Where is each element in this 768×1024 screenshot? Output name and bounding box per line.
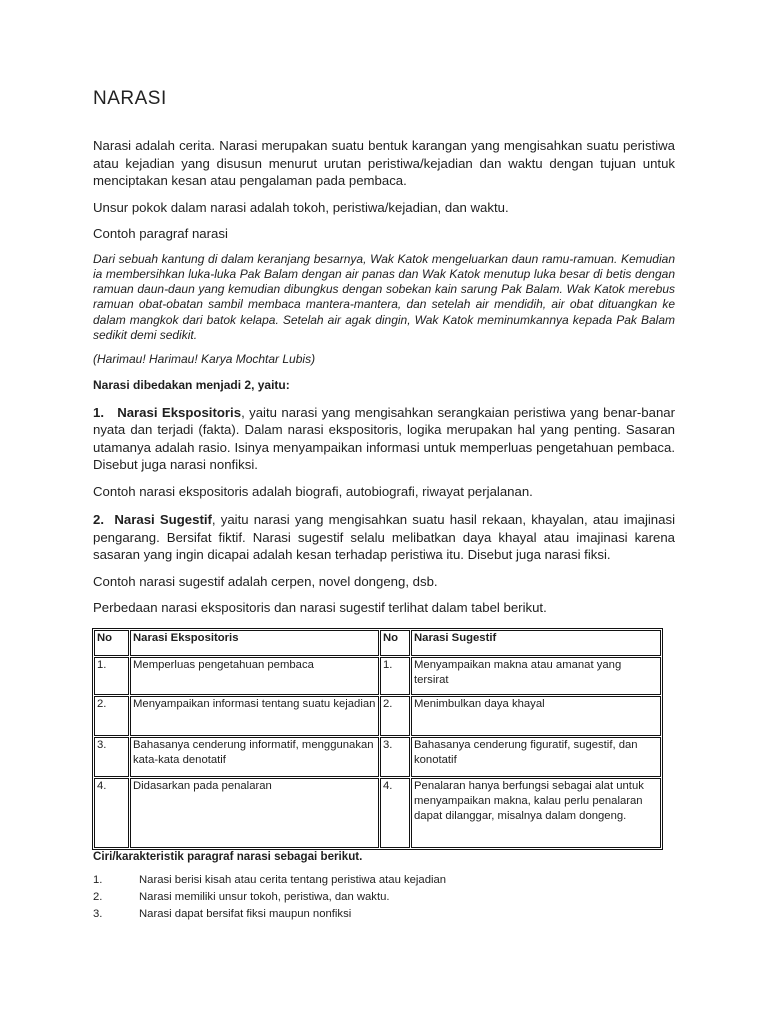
table-cell: 1. [94,657,129,695]
list-item-text: Narasi berisi kisah atau cerita tentang peristiwa atau kejadian [139,873,447,886]
list-item-text: Narasi dapat bersifat fiksi maupun nonfiksi [139,907,352,920]
comparison-intro: Perbedaan narasi ekspositoris dan narasi sugestif terlihat dalam tabel berikut. [93,600,547,616]
table-row [94,657,661,695]
suggestive-term: Narasi Sugestif [114,512,212,528]
list-item-number: 2. [93,890,103,903]
example-paragraph: Dari sebuah kantung di dalam keranjang besarnya, Wak Katok mengeluarkan daun ramu-ramuan. Kemudian ia membersihkan luka-luka Pak Balam dengan air panas dan Wak Katok menutup luka besar di betis dengan ramuan daun-daun yang kemudian dibungkus dengan sobekan kain sarung Pak Balam. Wak Katok merebus ramuan obat-obatan sambil membaca mantera-mantera, dan setelah air mendidih, air obat dituangkan ke dalam mangkok dari batok kelapa. Setelah air agak dingin, Wak Katok meminumkannya kepada Pak Balam sedikit demi sedikit. [93,251,675,342]
table-header-cell: Narasi Ekspositoris [130,630,379,656]
expository-term: Narasi Ekspositoris [117,404,242,420]
list-item-number: 3. [93,907,103,920]
table-header-row [94,630,661,656]
list-item-number: 1. [93,873,103,886]
characteristics-heading: Ciri/karakteristik paragraf narasi sebagai berikut. [93,849,363,863]
table-row [94,696,661,736]
table-row [94,737,661,777]
document-body [93,137,675,923]
table-cell: Bahasanya cenderung informatif, menggunakan kata-kata denotatif [130,737,379,777]
table-header-cell: Narasi Sugestif [411,630,661,656]
table-header-cell: No [380,630,410,656]
table-cell: 2. [94,696,129,736]
intro-paragraph: Narasi adalah cerita. Narasi merupakan suatu bentuk karangan yang mengisahkan suatu peristiwa atau kejadian yang disusun menurut urutan peristiwa/kejadian dan waktu dengan tujuan untuk menciptakan kesan atau pengalaman pada pembaca. [93,138,675,188]
example-source: (Harimau! Harimau! Karya Mochtar Lubis) [93,352,316,367]
suggestive-text: , yaitu narasi yang mengisahkan suatu hasil rekaan, khayalan, atau imajinasi pengarang. Bersifat fiktif. Narasi sugestif selalu melibatkan daya khayal atau imajinasi karena sasaran yang ingin dicapai adalah kesan terhadap peristiwa itu. Disebut juga narasi fiksi. [93,512,676,563]
table-row [94,778,661,848]
list-item [93,889,675,906]
table-cell: 3. [380,737,410,777]
expository-paragraph [93,404,675,474]
table-cell: Memperluas pengetahuan pembaca [130,657,379,695]
suggestive-number: 2. [93,512,104,528]
list-item [93,872,675,889]
table-cell: 3. [94,737,129,777]
table-cell: Menyampaikan makna atau amanat yang tersirat [411,657,661,695]
table-cell: 4. [94,778,129,848]
table-cell: 2. [380,696,410,736]
table-cell: Didasarkan pada penalaran [130,778,379,848]
table-cell: 4. [380,778,410,848]
example-label: Contoh paragraf narasi [93,226,228,241]
table-cell: Penalaran hanya berfungsi sebagai alat untuk menyampaikan makna, kalau perlu penalaran dapat dilanggar, misalnya dalam dongeng. [411,778,661,848]
page-title: NARASI [93,88,167,109]
expository-example: Contoh narasi ekspositoris adalah biografi, autobiografi, riwayat perjalanan. [93,483,533,499]
comparison-table [92,628,663,850]
table-cell: 1. [380,657,410,695]
unsur-paragraph: Unsur pokok dalam narasi adalah tokoh, peristiwa/kejadian, dan waktu. [93,199,509,215]
table-cell: Menimbulkan daya khayal [411,696,661,736]
expository-text: , yaitu narasi yang mengisahkan serangkaian peristiwa yang benar-banar nyata dan terjadi (fakta). Dalam narasi ekspositoris, logika merupakan hal yang penting. Sasaran utamanya adalah rasio. Isinya menyampaikan informasi untuk memperluas pengetahuan pembaca. Disebut juga narasi nonfiksi. [93,404,676,473]
list-item [93,906,675,923]
suggestive-paragraph [93,511,675,564]
suggestive-example: Contoh narasi sugestif adalah cerpen, novel dongeng, dsb. [93,573,438,589]
types-heading: Narasi dibedakan menjadi 2, yaitu: [93,377,290,392]
table-cell: Bahasanya cenderung figuratif, sugestif, dan konotatif [411,737,661,777]
table-header-cell: No [94,630,129,656]
characteristics-list [93,872,675,923]
table-cell: Menyampaikan informasi tentang suatu kejadian [130,696,379,736]
expository-number: 1. [93,404,104,420]
list-item-text: Narasi memiliki unsur tokoh, peristiwa, dan waktu. [139,890,390,903]
